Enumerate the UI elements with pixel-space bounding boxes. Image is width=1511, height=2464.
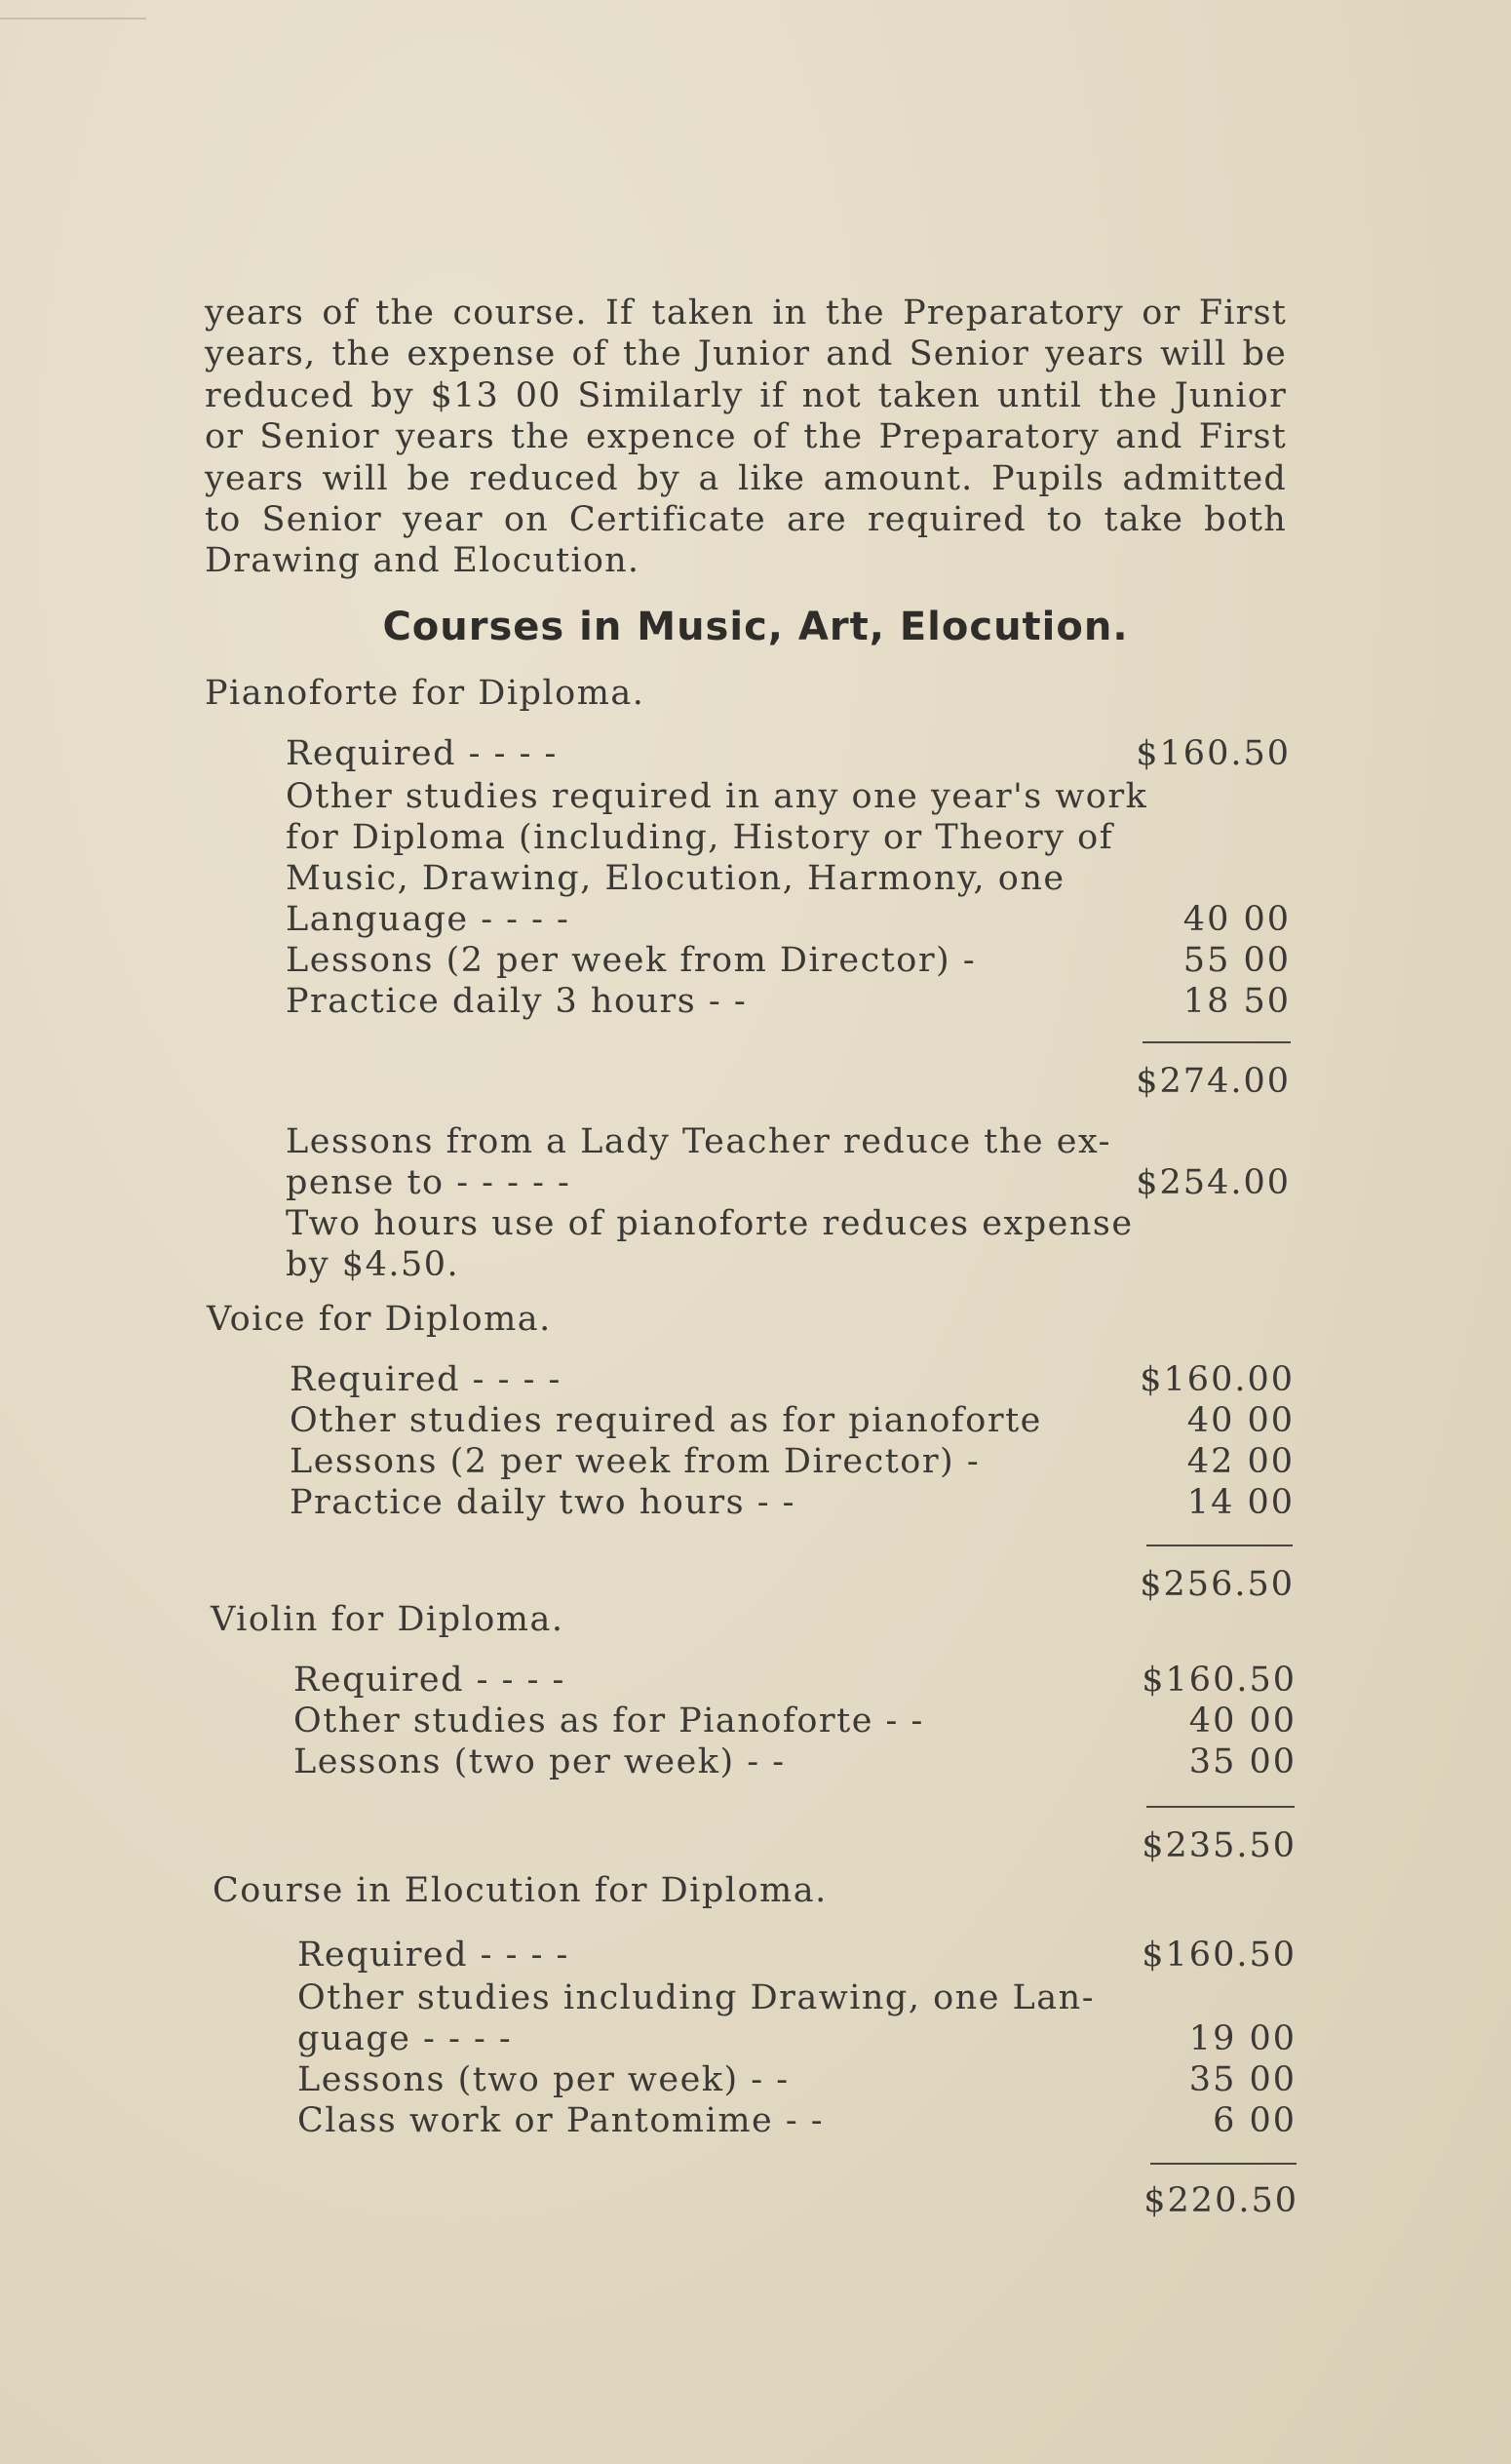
intro-paragraph: [205, 293, 1287, 582]
piano-two-hours-line: Two hours use of pianoforte reduces expense: [286, 1204, 1134, 1243]
piano-other-line: Music, Drawing, Elocution, Harmony, one: [286, 859, 1065, 898]
violin-title: Violin for Diploma.: [211, 1600, 564, 1639]
elocution-class-amount: 6 00: [1213, 2101, 1297, 2140]
violin-other-amount: 40 00: [1188, 1701, 1297, 1740]
voice-practice: Practice daily two hours - -: [290, 1483, 795, 1522]
elocution-total: $220.50: [1143, 2181, 1298, 2220]
violin-lessons-amount: 35 00: [1188, 1742, 1297, 1781]
intro-line: years will be reduced by a like amount. Pupils admitted: [205, 458, 1287, 498]
piano-other-line: Other studies required in any one year's work: [286, 777, 1148, 816]
piano-other-amount: 40 00: [1182, 900, 1291, 939]
piano-lady-amount: $254.00: [1136, 1163, 1291, 1202]
voice-practice-amount: 14 00: [1186, 1483, 1295, 1522]
elocution-lessons: Lessons (two per week) - -: [297, 2060, 790, 2099]
piano-required-amount: $160.50: [1136, 734, 1291, 773]
elocution-other-amount: 19 00: [1188, 2019, 1297, 2058]
elocution-required-amount: $160.50: [1142, 1936, 1297, 1975]
piano-total: $274.00: [1136, 1062, 1291, 1101]
sum-rule: [1150, 2163, 1297, 2165]
piano-other-line: for Diploma (including, History or Theory of: [286, 818, 1114, 857]
piano-two-hours-line: by $4.50.: [286, 1245, 460, 1284]
voice-lessons: Lessons (2 per week from Director) -: [290, 1442, 981, 1481]
violin-required-amount: $160.50: [1142, 1661, 1297, 1700]
intro-line: or Senior years the expence of the Preparatory and First: [205, 417, 1287, 457]
sum-rule: [1143, 1041, 1291, 1043]
page-edge: [0, 0, 146, 20]
sum-rule: [1146, 1545, 1293, 1546]
elocution-class: Class work or Pantomime - -: [297, 2101, 825, 2140]
intro-line: years of the course. If taken in the Preparatory or First: [205, 293, 1287, 332]
section-heading: Courses in Music, Art, Elocution.: [382, 605, 1129, 649]
violin-lessons: Lessons (two per week) - -: [293, 1742, 786, 1781]
violin-total: $235.50: [1142, 1826, 1297, 1865]
elocution-required: Required - - - -: [297, 1936, 569, 1975]
elocution-title: Course in Elocution for Diploma.: [213, 1871, 828, 1910]
sum-rule: [1146, 1806, 1295, 1808]
piano-lady-line: Lessons from a Lady Teacher reduce the ex-: [286, 1122, 1111, 1161]
voice-other: Other studies required as for pianoforte: [290, 1401, 1042, 1440]
voice-total: $256.50: [1140, 1565, 1295, 1604]
piano-practice-amount: 18 50: [1182, 982, 1291, 1021]
intro-line: Drawing and Elocution.: [205, 541, 640, 581]
piano-lessons-amount: 55 00: [1182, 941, 1291, 980]
voice-title: Voice for Diploma.: [207, 1300, 552, 1339]
intro-line: to Senior year on Certificate are required to take both: [205, 500, 1287, 540]
violin-required: Required - - - -: [293, 1661, 565, 1700]
piano-lady-line: pense to - - - - -: [286, 1163, 571, 1202]
voice-required: Required - - - -: [290, 1360, 562, 1399]
elocution-other-line: Other studies including Drawing, one Lan-: [297, 1978, 1096, 2017]
intro-line: years, the expense of the Junior and Senior years will be: [205, 334, 1287, 374]
piano-lessons: Lessons (2 per week from Director) -: [286, 941, 977, 980]
voice-lessons-amount: 42 00: [1186, 1442, 1295, 1481]
piano-required: Required - - - -: [286, 734, 558, 773]
voice-required-amount: $160.00: [1140, 1360, 1295, 1399]
intro-line: reduced by $13 00 Similarly if not taken until the Junior: [205, 375, 1287, 415]
piano-title: Pianoforte for Diploma.: [205, 674, 645, 713]
piano-other-line: Language - - - -: [286, 900, 570, 939]
violin-other: Other studies as for Pianoforte - -: [293, 1701, 924, 1740]
piano-practice: Practice daily 3 hours - -: [286, 982, 748, 1021]
elocution-lessons-amount: 35 00: [1188, 2060, 1297, 2099]
elocution-other-line: guage - - - -: [297, 2019, 513, 2058]
voice-other-amount: 40 00: [1186, 1401, 1295, 1440]
